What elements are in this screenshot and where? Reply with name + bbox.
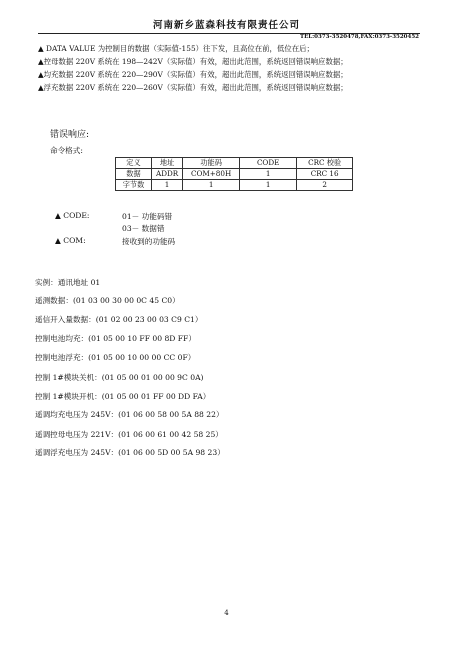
table-row [116, 158, 353, 169]
table-cell: 功能码 [183, 158, 240, 169]
example-line: 控制电池浮充：(01 05 00 10 00 00 CC 0F） [35, 353, 196, 362]
table-cell: ADDR [152, 169, 183, 180]
example-line: 遥调浮充电压为 245V：(01 06 00 5D 00 5A 98 23） [35, 448, 225, 457]
code-value: 01－ 功能码错 [122, 212, 173, 221]
table-cell: 地址 [152, 158, 183, 169]
contact-info: TEL:0373-3520478,FAX:0373-3520452 [299, 34, 419, 40]
example-line: 遥调均充电压为 245V：(01 06 00 58 00 5A 88 22） [35, 410, 224, 419]
table-cell: CODE [240, 158, 297, 169]
example-line: 遥测数据：(01 03 00 30 00 0C 45 C0） [35, 296, 180, 305]
spec-line: ▲浮充数据 220V 系统在 220—260V（实际值）有效，超出此范围，系统返回错误响应数据； [38, 83, 348, 92]
table-row [116, 180, 353, 191]
code-value: 03－ 数据错 [122, 224, 165, 233]
table-cell: 1 [152, 180, 183, 191]
error-response-title: 错误响应: [50, 130, 90, 140]
examples-title: 实例：通讯地址 01 [35, 278, 101, 287]
page-number: 4 [224, 609, 229, 617]
example-line: 遥调控母电压为 221V：(01 06 00 61 00 42 58 25） [35, 430, 223, 439]
code-label: ▲ CODE: [55, 211, 90, 220]
spec-line: ▲均充数据 220V 系统在 220—290V（实际值）有效，超出此范围，系统返回错误响应数据； [38, 70, 348, 79]
company-title: 河南新乡蓝森科技有限责任公司 [152, 20, 300, 31]
table-cell: 1 [183, 180, 240, 191]
command-format-label: 命令格式: [50, 146, 83, 155]
com-label: ▲ COM: [55, 236, 86, 245]
example-line: 控制 1#模块关机：(01 05 00 01 00 00 9C 0A) [35, 373, 204, 382]
example-line: 控制 1#模块开机：(01 05 00 01 FF 00 DD FA） [35, 392, 211, 401]
com-value: 接收到的功能码 [122, 237, 176, 246]
error-frame-table [115, 157, 353, 191]
table-cell: 定义 [116, 158, 152, 169]
table-cell: CRC 校验 [297, 158, 353, 169]
table-cell: CRC 16 [297, 169, 353, 180]
example-line: 控制电池均充：(01 05 00 10 FF 00 8D FF） [35, 334, 196, 343]
table-cell: 数据 [116, 169, 152, 180]
table-cell: COM+80H [183, 169, 240, 180]
table-row [116, 169, 353, 180]
table-cell: 字节数 [116, 180, 152, 191]
spec-line: ▲控母数据 220V 系统在 198—242V（实际值）有效，超出此范围，系统返回错误响应数据； [38, 57, 348, 66]
table-cell: 1 [240, 169, 297, 180]
table-cell: 1 [240, 180, 297, 191]
table-cell: 2 [297, 180, 353, 191]
spec-line: ▲ DATA VALUE 为控制目的数据（实际值-155）往下发，且高位在前，低位在后； [38, 44, 314, 53]
example-line: 遥信开入量数据：(01 02 00 23 00 03 C9 C1） [35, 315, 203, 324]
